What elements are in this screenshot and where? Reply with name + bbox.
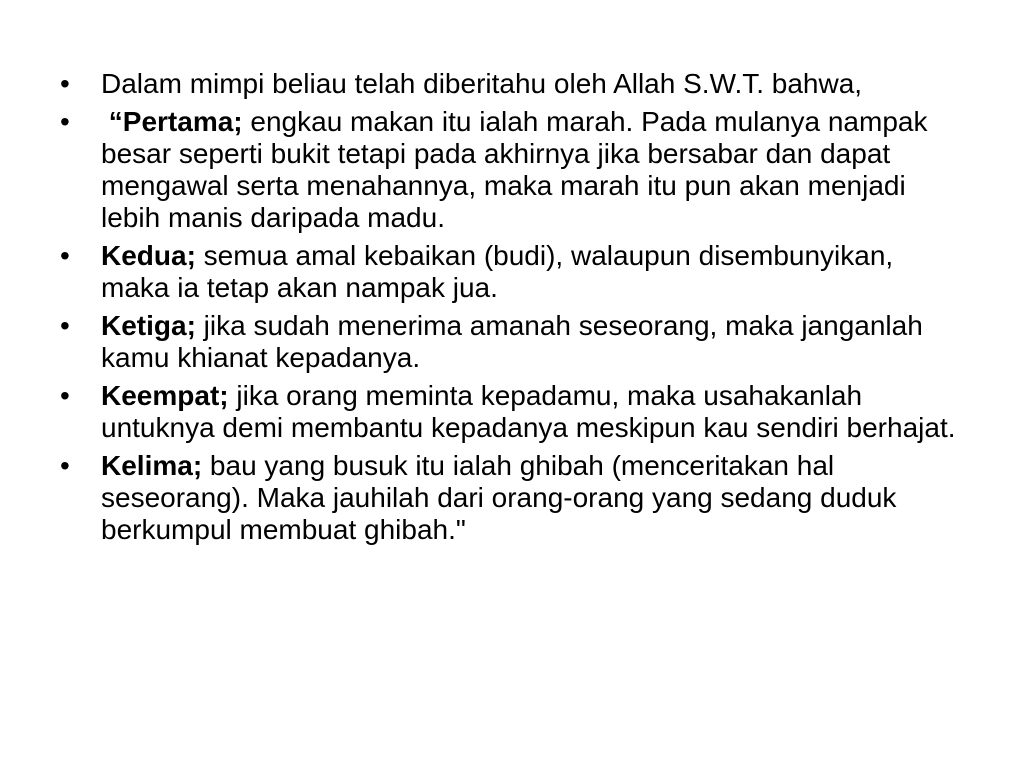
bullet-item-keempat bbox=[60, 380, 960, 444]
bullet-icon: • bbox=[60, 450, 70, 481]
bullet-lead: Keempat; bbox=[101, 380, 229, 411]
bullet-lead: Ketiga; bbox=[101, 310, 196, 341]
bullet-item-kedua bbox=[60, 240, 960, 304]
bullet-lead: Kelima; bbox=[101, 450, 203, 481]
bullet-icon: • bbox=[60, 380, 70, 411]
bullet-text: jika sudah menerima amanah seseorang, maka janganlah kamu khianat kepadanya. bbox=[101, 310, 923, 373]
bullet-item-kelima bbox=[60, 450, 960, 546]
bullet-text: engkau makan itu ialah marah. Pada mulanya nampak besar seperti bukit tetapi pada akhirnya jika bersabar dan dapat mengawal serta menahannya, maka marah itu pun akan menjadi lebih manis daripada madu. bbox=[101, 106, 928, 233]
bullet-icon: • bbox=[60, 106, 70, 137]
bullet-text: bau yang busuk itu ialah ghibah (menceritakan hal seseorang). Maka jauhilah dari orang-orang yang sedang duduk berkumpul membuat ghibah." bbox=[101, 450, 897, 545]
bullet-text: semua amal kebaikan (budi), walaupun disembunyikan, maka ia tetap akan nampak jua. bbox=[101, 240, 894, 303]
bullet-item-ketiga bbox=[60, 310, 960, 374]
bullet-lead: Kedua; bbox=[101, 240, 196, 271]
bullet-item-pertama bbox=[60, 106, 960, 234]
bullet-text: jika orang meminta kepadamu, maka usahakanlah untuknya demi membantu kepadanya meskipun kau sendiri berhajat. bbox=[101, 380, 956, 443]
bullet-lead: “Pertama; bbox=[101, 106, 243, 137]
bullet-icon: • bbox=[60, 240, 70, 271]
bullet-text: Dalam mimpi beliau telah diberitahu oleh Allah S.W.T. bahwa, bbox=[101, 68, 863, 99]
bullet-icon: • bbox=[60, 68, 70, 99]
bullet-item-intro bbox=[60, 68, 960, 100]
bullet-icon: • bbox=[60, 310, 70, 341]
bullet-list bbox=[60, 68, 960, 552]
